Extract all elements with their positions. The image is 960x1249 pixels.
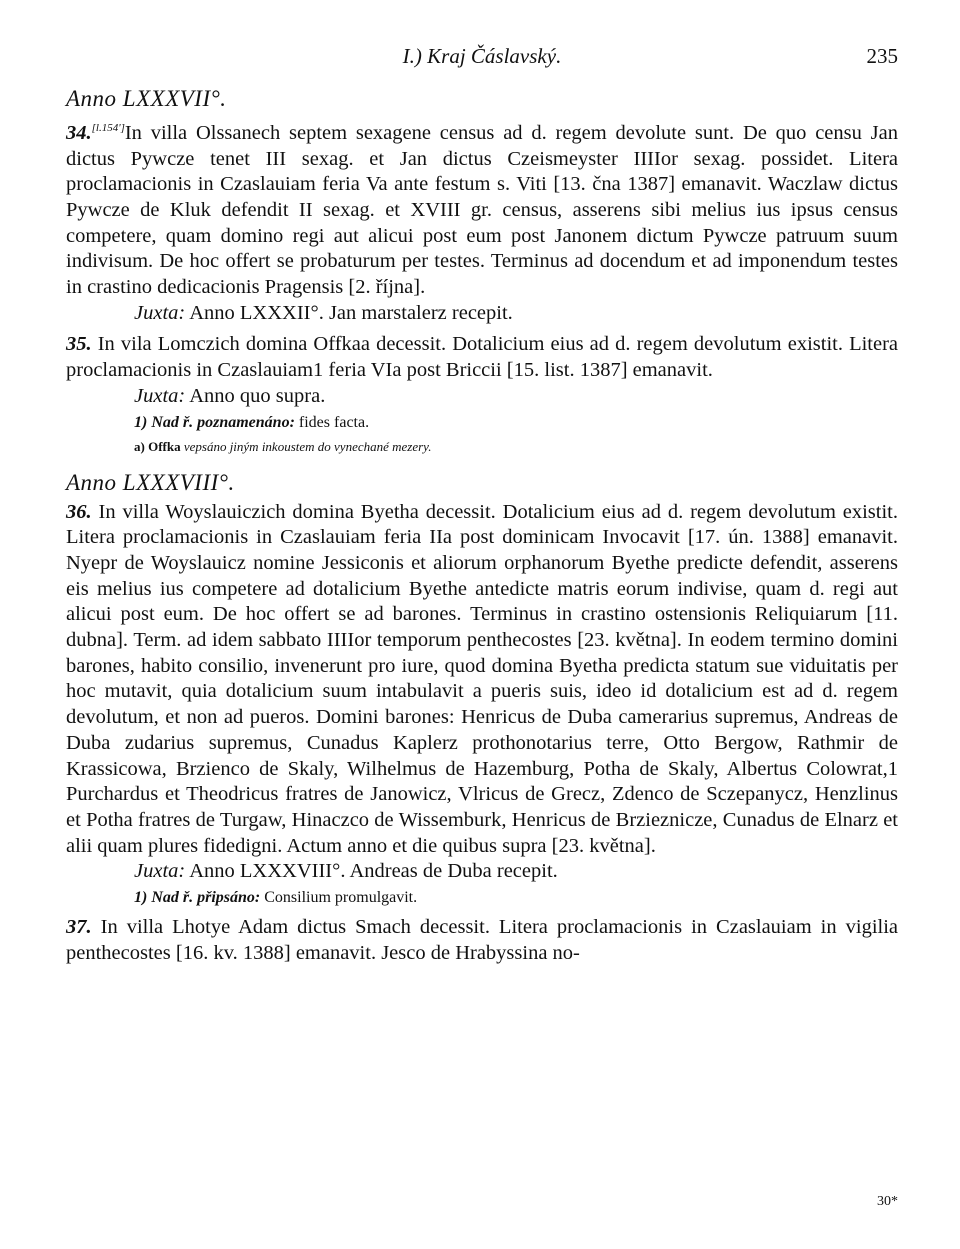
- footnote-text: fides facta.: [298, 413, 370, 431]
- entry-number: 34.: [66, 121, 92, 144]
- juxta-label: Juxta:: [134, 301, 186, 324]
- footnote-label: 1) Nad ř. připsáno:: [134, 889, 261, 907]
- entry-text: In villa Olssanech septem sexagene census ad d. regem devolute sunt. De quo censu Jan dictus Pywcze tenet III sexag. et Jan dictus Czeismeyster IIIIor sexag. possidet. Litera proclamacionis in Czaslauiam feria Va ante festum s. Viti [13. čna 1387] emanavit. Waczlaw dictus Pywcze de Kluk defendit II sexag. et XVIII gr. census, asserens sibi melius ius ipsus census competere, quam domino regi aut alicui post eum post Janonem dictum Pywcze patruum suum indivisum. De hoc offert se probaturum per testes. Terminus ad docendum et ad imponendum testes in crastino dedicacionis Pragensis [2. října].: [66, 121, 898, 299]
- footnote: [134, 887, 898, 909]
- chapter-title: I.) Kraj Čáslavský.: [402, 44, 562, 68]
- entry-paragraph: [66, 915, 898, 966]
- juxta-line: [134, 384, 898, 410]
- entry-text: In vila Lomczich domina Offkaa decessit. Dotalicium eius ad d. regem devolutum existit. Litera proclamacionis in Czaslauiam1 feria VIa post Briccii [15. list. 1387] emanavit.: [66, 333, 899, 382]
- juxta-text: Anno LXXXII°. Jan marstalerz recepit.: [189, 301, 513, 324]
- juxta-label: Juxta:: [134, 860, 186, 883]
- running-header: [66, 44, 898, 74]
- document-page: [66, 44, 899, 1209]
- year-heading: Anno LXXXVIII°.: [66, 469, 235, 495]
- footnote-label: 1) Nad ř. poznamenáno:: [134, 413, 295, 431]
- entry-number: 37.: [66, 916, 92, 939]
- entry-number: 36.: [66, 500, 92, 523]
- juxta-label: Juxta:: [134, 384, 186, 407]
- entry-number: 35.: [66, 333, 92, 356]
- footnote: [134, 436, 898, 458]
- footnote-label: a) Offka: [134, 438, 181, 454]
- footnote-text: vepsáno jiným inkoustem do vynechané mezery.: [183, 438, 432, 454]
- juxta-line: [134, 301, 898, 327]
- year-heading: Anno LXXXVII°.: [66, 86, 227, 111]
- entry-paragraph: [66, 116, 898, 301]
- juxta-text: Anno quo supra.: [189, 384, 326, 407]
- footnote-text: Consilium promulgavit.: [264, 889, 418, 907]
- entry-text: In villa Woyslauiczich domina Byetha decessit. Dotalicium eius ad d. regem devolutum existit. Litera proclamacionis in Czaslauiam feria IIa post dominicam Invocavit [17. ún. 1388] emanavit. Nyepr de Woyslauicz nomine Jessiconis et aliorum orphanorum Byethe predicte defendit, asserens eis melius ius competere ad dotalicium Byethe antedicte matris eorum indivise, quam d. regi aut alicui post eum. De hoc offert se ad barones. Terminus in crastino ostensionis Reliquiarum [11. dubna]. Term. ad idem sabbato IIIIor temporum penthecostes [23. května]. In eodem termino domini barones, habito consilio, invenerunt pro iure, quod domina Byetha predicta statum sue viduitatis per hoc mutavit, quia dotalicium suum intabulavit a pueris suis, ideo id dotalicium est ad d. regem devolutum, et non ad pueros. Domini barones: Henricus de Duba camerarius supremus, Andreas de Duba zudarius supremus, Cunadus Kaplerz prothonotarius terre, Otto Bergow, Rathmir de Krassicowa, Brzienco de Skaly, Wilhelmus de Hazemburg, Potha de Skaly, Albertus Colowrat,1 Purchardus et Theodricus fratres de Janowicz, Vlricus de Grecz, Zdenco de Sczepanycz, Henzlinus et Potha fratres de Turgaw, Hinaczco de Wissemburk, Henricus de Brzieznicze, Cunadus de Elnarz et alii quam plures fidedigni. Actum anno et die quibus supra [23. května].: [66, 500, 898, 857]
- juxta-line: [134, 859, 898, 885]
- page-number: 235: [866, 44, 898, 68]
- margin-reference: [l.154']: [91, 122, 125, 134]
- entry-text: In villa Lhotye Adam dictus Smach decessit. Litera proclamacionis in Czaslauiam in vigilia penthecostes [16. kv. 1388] emanavit. Jesco de Hrabyssina no-: [66, 916, 898, 964]
- entry-paragraph: [66, 332, 898, 383]
- juxta-text: Anno LXXXVIII°. Andreas de Duba recepit.: [189, 860, 558, 883]
- entry-paragraph: [66, 500, 898, 860]
- signature-mark: 30*: [877, 1194, 898, 1209]
- footnote: [134, 412, 898, 434]
